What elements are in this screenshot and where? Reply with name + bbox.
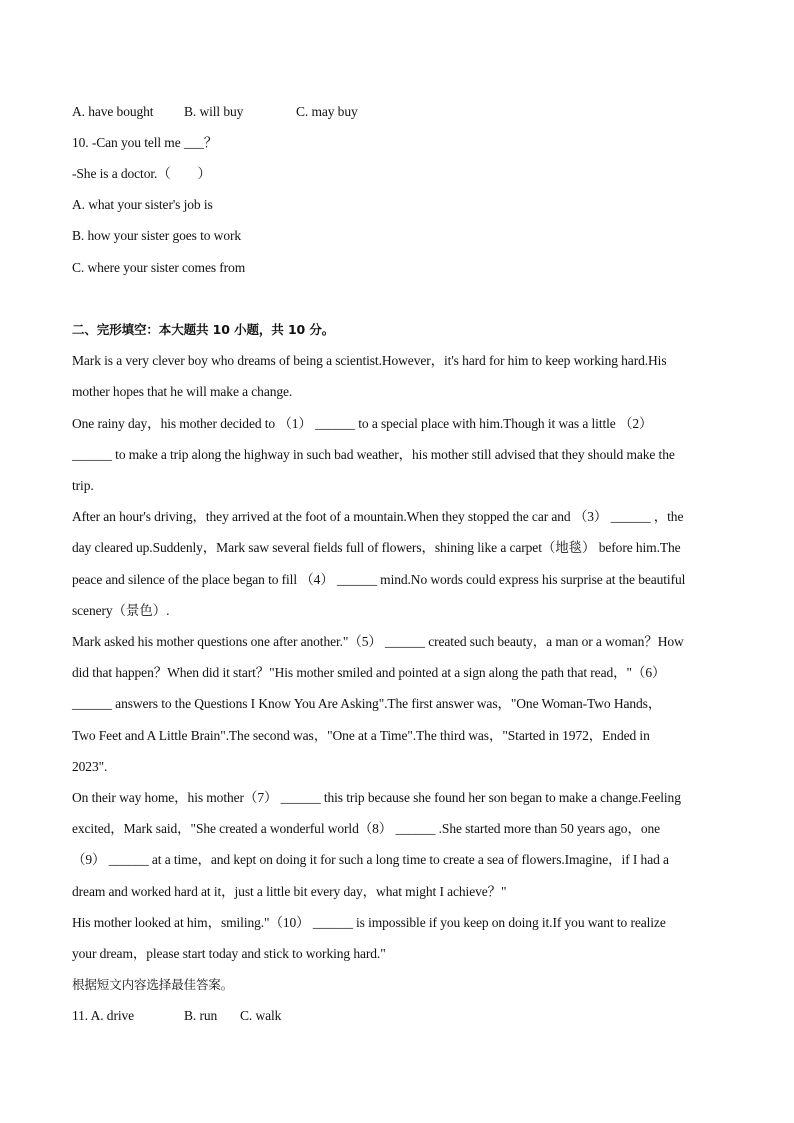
- section-heading: 二、完形填空：本大题共 10 小题，共 10 分。: [72, 322, 335, 337]
- passage-line: peace and silence of the place began to fill （4） ______ mind.No words could express his surprise at the beautiful: [72, 572, 686, 587]
- passage-line: Mark asked his mother questions one after another."（5） ______ created such beauty，a man or a woman？How: [72, 634, 684, 649]
- passage-line: His mother looked at him，smiling."（10） ______ is impossible if you keep on doing it.If you want to realize: [72, 915, 666, 930]
- question-10-stem: 10. -Can you tell me ___？: [72, 135, 218, 150]
- passage-line: your dream，please start today and stick to working hard.": [72, 946, 386, 961]
- passage-line: Two Feet and A Little Brain".The second was，"One at a Time".The third was，"Started in 1972，Ended in: [72, 728, 650, 743]
- passage-line: On their way home，his mother（7） ______ this trip because she found her son began to make a change.Feeling: [72, 790, 681, 805]
- passage-line: （9） ______ at a time，and kept on doing it for such a long time to create a sea of flowers.Imagine，if I had a: [72, 852, 669, 867]
- option-a: 11. A. drive: [72, 1008, 135, 1023]
- question-10-option-a: A. what your sister's job is: [72, 197, 213, 212]
- passage-line: did that happen？When did it start？"His mother smiled and pointed at a sign along the path that read，"（6）: [72, 665, 666, 680]
- question-10-option-c: C. where your sister comes from: [72, 260, 246, 275]
- passage-line: scenery（景色）.: [72, 603, 170, 618]
- passage-line: One rainy day，his mother decided to （1） ______ to a special place with him.Though it was a little （2）: [72, 416, 653, 431]
- option-c: C. walk: [240, 1008, 282, 1023]
- passage-line: Mark is a very clever boy who dreams of being a scientist.However，it's hard for him to keep working hard.His: [72, 353, 667, 368]
- instruction-text: 根据短文内容选择最佳答案。: [72, 977, 234, 992]
- question-10-reply: -She is a doctor.（ ）: [72, 166, 211, 181]
- question-11-options: [72, 1007, 728, 1025]
- passage-line: After an hour's driving，they arrived at the foot of a mountain.When they stopped the car and （3） ______ ，the: [72, 509, 684, 524]
- passage-line: ______ answers to the Questions I Know You Are Asking".The first answer was，"One Woman-Two Hands，: [72, 696, 662, 711]
- question-10-option-b: B. how your sister goes to work: [72, 228, 242, 243]
- passage-line: dream and worked hard at it，just a little bit every day，what might I achieve？": [72, 884, 507, 899]
- option-b: B. run: [184, 1008, 218, 1023]
- passage-line: mother hopes that he will make a change.: [72, 384, 293, 399]
- passage-line: day cleared up.Suddenly，Mark saw several fields full of flowers，shining like a carpet（地毯） before him.The: [72, 540, 681, 555]
- question-9-options: [72, 103, 728, 121]
- passage-line: 2023".: [72, 759, 108, 774]
- passage-line: ______ to make a trip along the highway in such bad weather，his mother still advised that they should make the: [72, 447, 675, 462]
- option-a: A. have bought: [72, 104, 154, 119]
- option-c: C. may buy: [296, 104, 358, 119]
- option-b: B. will buy: [184, 104, 244, 119]
- passage-line: trip.: [72, 478, 94, 493]
- passage-line: excited，Mark said，"She created a wonderful world（8） ______ .She started more than 50 years ago，one: [72, 821, 661, 836]
